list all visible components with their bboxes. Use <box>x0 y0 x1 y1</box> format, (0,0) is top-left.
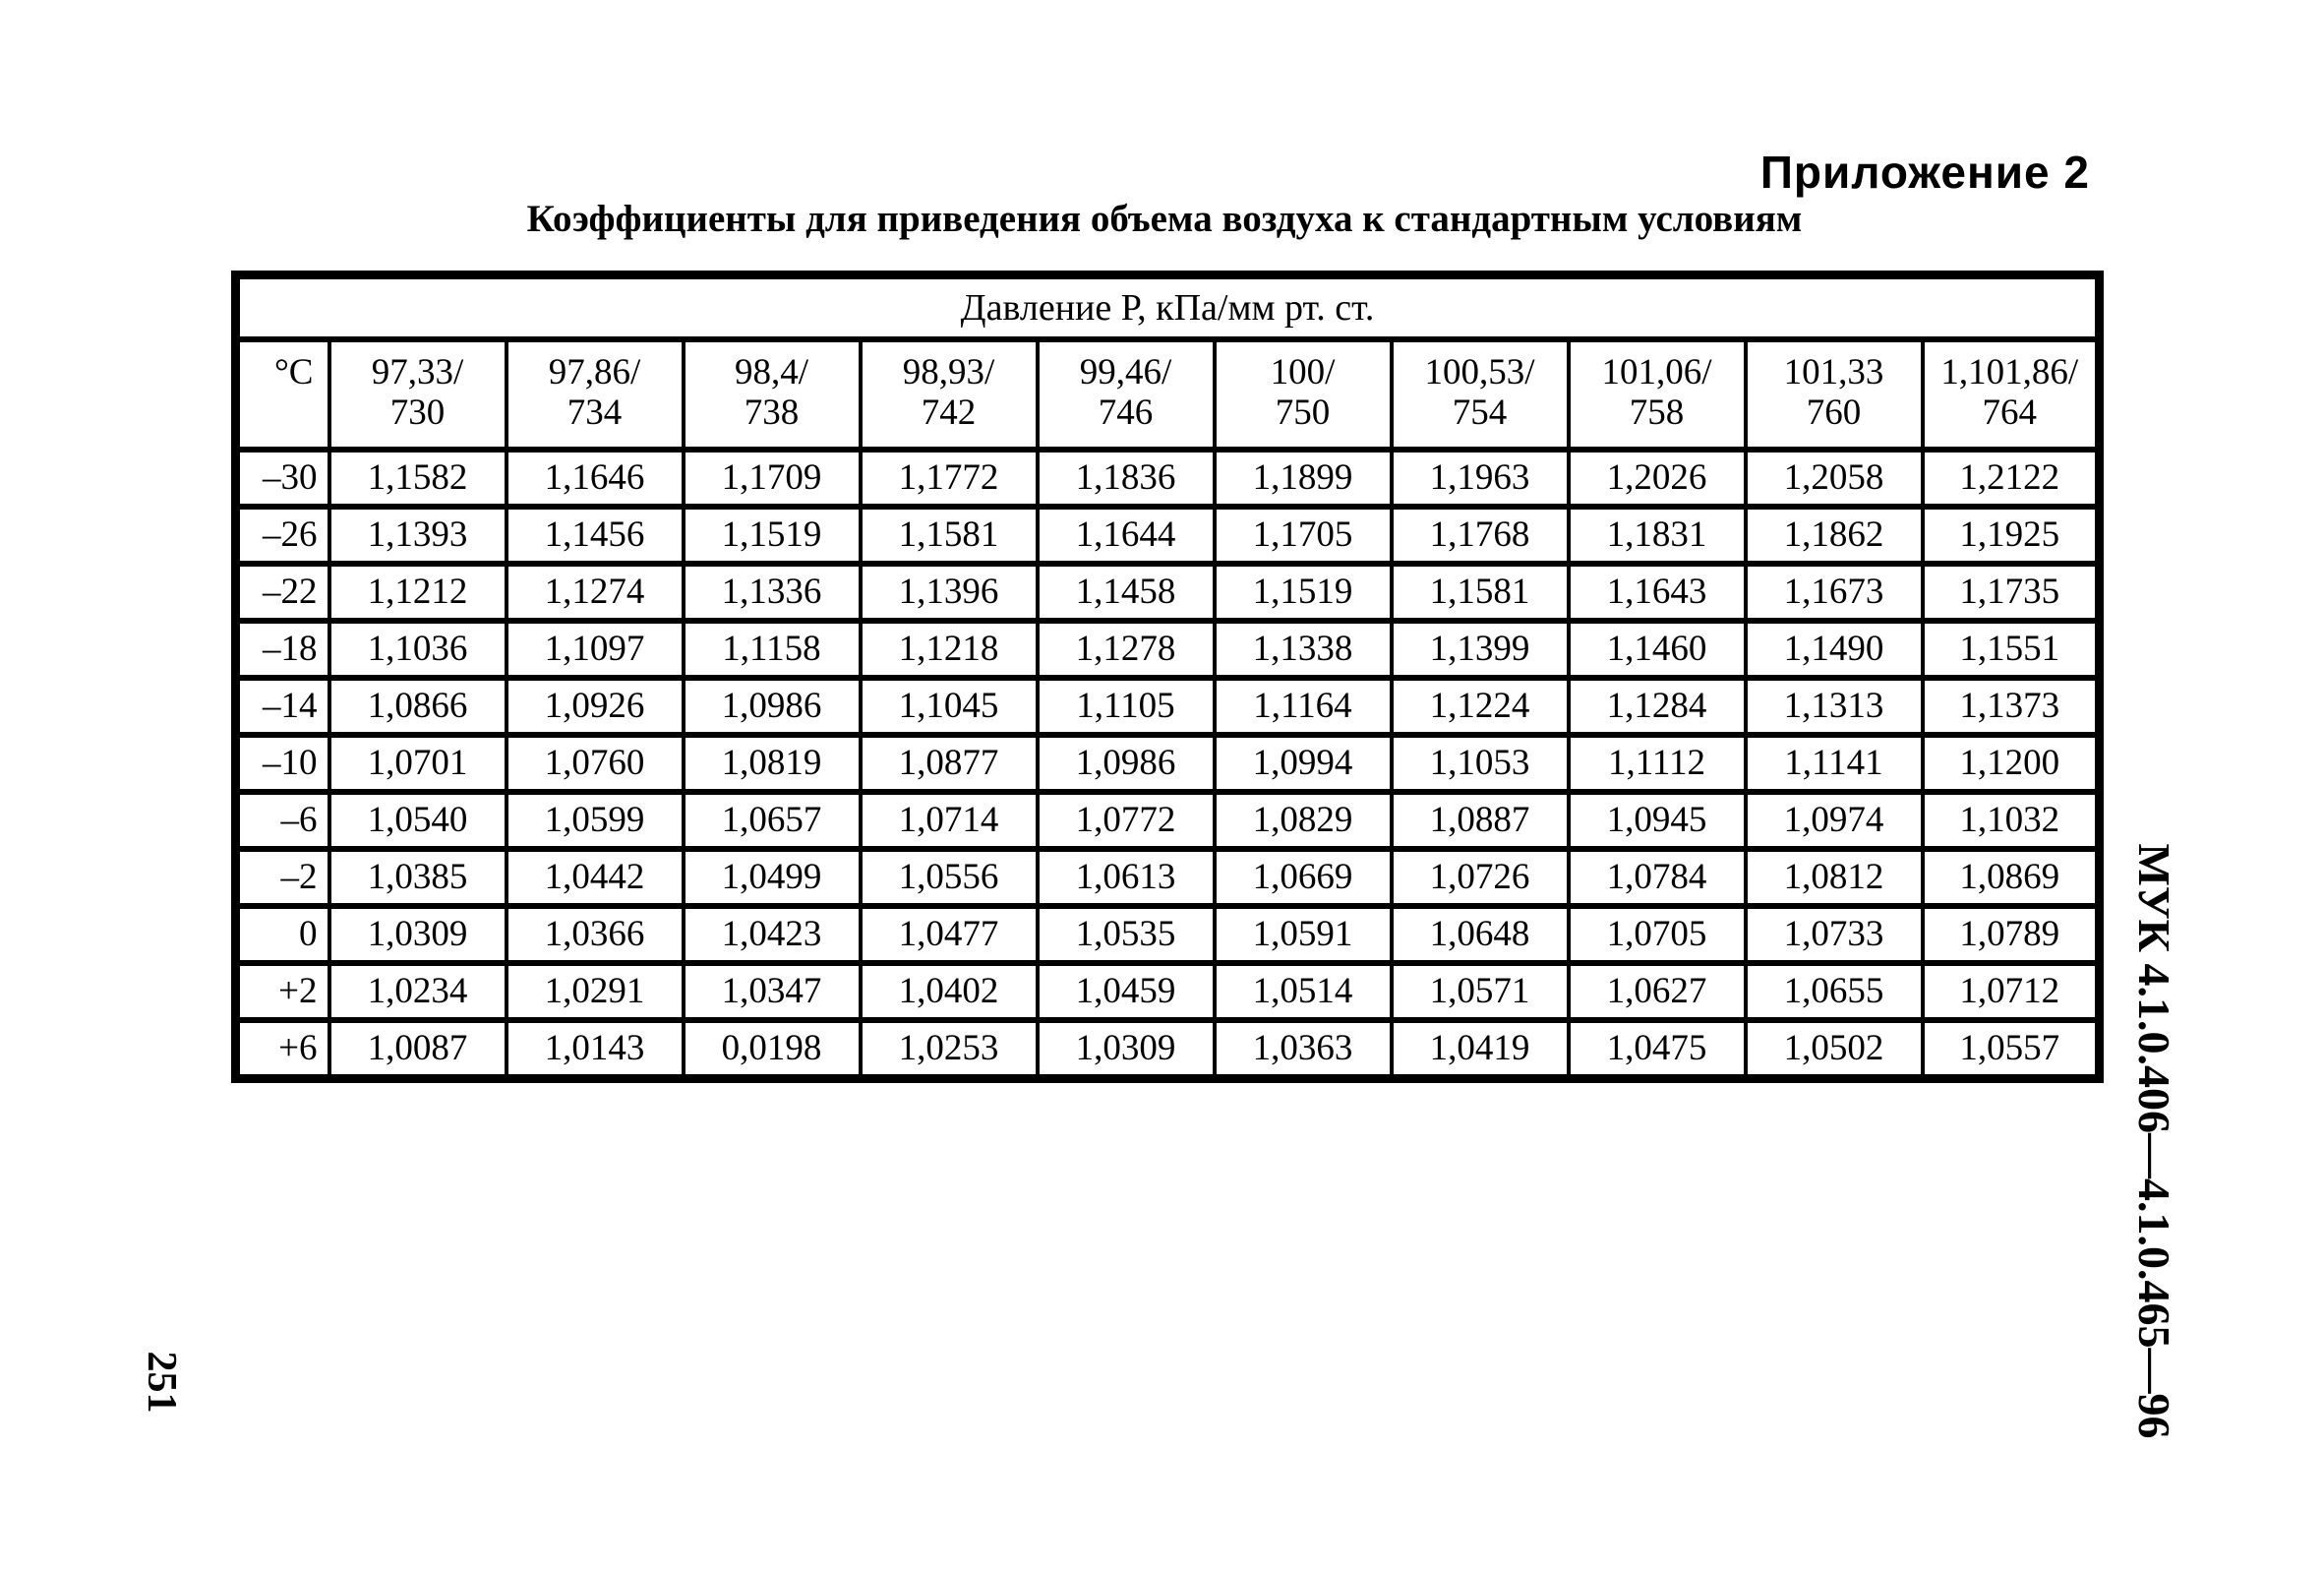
coefficient-cell: 1,1643 <box>1569 564 1746 621</box>
table-row <box>236 678 2100 735</box>
temperature-cell: –10 <box>236 735 329 792</box>
coefficient-cell: 1,0760 <box>507 735 684 792</box>
coefficient-cell: 1,1831 <box>1569 507 1746 564</box>
coefficient-cell: 1,1709 <box>684 450 861 507</box>
header-line1: 99,46/ <box>1079 352 1172 392</box>
coefficient-cell: 1,0540 <box>329 792 507 849</box>
coefficient-cell: 1,1112 <box>1569 735 1746 792</box>
pressure-column-header <box>684 339 861 450</box>
temperature-cell: 0 <box>236 906 329 963</box>
coefficient-cell: 1,1458 <box>1038 564 1215 621</box>
header-line2: 746 <box>1098 392 1154 434</box>
coefficient-cell: 1,0499 <box>684 849 861 906</box>
coefficient-cell: 1,0309 <box>1038 1020 1215 1079</box>
table-row <box>236 792 2100 849</box>
coefficient-cell: 1,0705 <box>1569 906 1746 963</box>
coefficient-cell: 1,0926 <box>507 678 684 735</box>
coefficient-cell: 1,0994 <box>1215 735 1392 792</box>
header-line1: °С <box>274 352 314 392</box>
temperature-cell: –18 <box>236 621 329 678</box>
coefficient-cell: 1,1278 <box>1038 621 1215 678</box>
coefficient-cell: 1,0733 <box>1746 906 1923 963</box>
coefficient-cell: 1,0669 <box>1215 849 1392 906</box>
coefficient-cell: 1,0812 <box>1746 849 1923 906</box>
header-line1: 1,101,86/ <box>1940 352 2079 392</box>
coefficient-cell: 1,0599 <box>507 792 684 849</box>
coefficient-cell: 1,0363 <box>1215 1020 1392 1079</box>
coefficient-cell: 1,1336 <box>684 564 861 621</box>
coefficient-cell: 1,0772 <box>1038 792 1215 849</box>
pressure-column-header <box>861 339 1038 450</box>
coefficient-cell: 1,0442 <box>507 849 684 906</box>
coefficient-cell: 1,1673 <box>1746 564 1923 621</box>
coefficient-cell: 1,0535 <box>1038 906 1215 963</box>
coefficient-cell: 1,0557 <box>1923 1020 2100 1079</box>
coefficient-cell: 1,1582 <box>329 450 507 507</box>
coefficient-cell: 1,1097 <box>507 621 684 678</box>
coefficient-cell: 1,1456 <box>507 507 684 564</box>
coefficient-cell: 1,1212 <box>329 564 507 621</box>
coefficient-cell: 1,1158 <box>684 621 861 678</box>
coefficient-cell: 1,1460 <box>1569 621 1746 678</box>
coefficient-cell: 1,1581 <box>1392 564 1569 621</box>
header-line2: 750 <box>1275 392 1331 434</box>
coefficient-cell: 1,1032 <box>1923 792 2100 849</box>
coefficient-cell: 1,1274 <box>507 564 684 621</box>
coefficient-cell: 1,0502 <box>1746 1020 1923 1079</box>
coefficient-cell: 1,0459 <box>1038 963 1215 1020</box>
pressure-column-header <box>1038 339 1215 450</box>
pressure-header-row <box>236 275 2100 340</box>
coefficient-cell: 1,0571 <box>1392 963 1569 1020</box>
coefficient-cell: 1,1338 <box>1215 621 1392 678</box>
coefficient-cell: 1,1551 <box>1923 621 2100 678</box>
coefficients-table <box>231 271 2104 1083</box>
temperature-cell: –6 <box>236 792 329 849</box>
header-line2: 742 <box>921 392 977 434</box>
coefficient-cell: 1,0477 <box>861 906 1038 963</box>
coefficient-cell: 1,2058 <box>1746 450 1923 507</box>
coefficient-cell: 1,0986 <box>1038 735 1215 792</box>
coefficient-cell: 1,1519 <box>1215 564 1392 621</box>
temperature-cell: –22 <box>236 564 329 621</box>
header-line1: 100/ <box>1270 352 1336 392</box>
side-document-code: МУК 4.1.0.406—4.1.0.465—96 <box>2129 843 2179 1439</box>
header-line1: 98,93/ <box>902 352 995 392</box>
table-row <box>236 735 2100 792</box>
temperature-cell: –26 <box>236 507 329 564</box>
page-number: 251 <box>139 1351 184 1414</box>
header-line2: 730 <box>389 392 446 434</box>
header-line2: 754 <box>1452 392 1508 434</box>
coefficient-cell: 1,0514 <box>1215 963 1392 1020</box>
header-line1: 98,4/ <box>734 352 809 392</box>
pressure-column-header <box>1392 339 1569 450</box>
coefficient-cell: 1,0829 <box>1215 792 1392 849</box>
coefficient-cell: 1,1396 <box>861 564 1038 621</box>
coefficient-cell: 1,0887 <box>1392 792 1569 849</box>
coefficient-cell: 1,1200 <box>1923 735 2100 792</box>
table-row <box>236 1020 2100 1079</box>
header-line2: 758 <box>1629 392 1685 434</box>
temperature-cell: +2 <box>236 963 329 1020</box>
coefficient-cell: 1,1925 <box>1923 507 2100 564</box>
coefficient-cell: 1,1373 <box>1923 678 2100 735</box>
pressure-column-header <box>1215 339 1392 450</box>
coefficient-cell: 1,0789 <box>1923 906 2100 963</box>
temperature-cell: +6 <box>236 1020 329 1079</box>
coefficient-cell: 1,1313 <box>1746 678 1923 735</box>
pressure-column-header <box>507 339 684 450</box>
coefficient-cell: 1,0475 <box>1569 1020 1746 1079</box>
coefficient-cell: 1,0423 <box>684 906 861 963</box>
coefficient-cell: 1,1772 <box>861 450 1038 507</box>
coefficient-cell: 1,0385 <box>329 849 507 906</box>
coefficient-cell: 1,1519 <box>684 507 861 564</box>
coefficient-cell: 1,0869 <box>1923 849 2100 906</box>
annex-label: Приложение 2 <box>1759 147 2090 198</box>
table-row <box>236 963 2100 1020</box>
coefficient-cell: 1,1735 <box>1923 564 2100 621</box>
coefficient-cell: 1,0714 <box>861 792 1038 849</box>
coefficient-cell: 1,1768 <box>1392 507 1569 564</box>
table-row <box>236 450 2100 507</box>
coefficient-cell: 1,0234 <box>329 963 507 1020</box>
coefficient-cell: 1,0986 <box>684 678 861 735</box>
coefficient-cell: 1,0347 <box>684 963 861 1020</box>
header-line1: 100,53/ <box>1424 352 1535 392</box>
header-line2: 764 <box>1982 392 2038 434</box>
coefficient-cell: 1,1036 <box>329 621 507 678</box>
coefficient-cell: 1,1393 <box>329 507 507 564</box>
coefficient-cell: 1,1164 <box>1215 678 1392 735</box>
coefficient-cell: 1,0819 <box>684 735 861 792</box>
coefficient-cell: 1,1963 <box>1392 450 1569 507</box>
pressure-column-header <box>329 339 507 450</box>
column-header-row <box>236 339 2100 450</box>
temperature-cell: –30 <box>236 450 329 507</box>
coefficient-cell: 1,1399 <box>1392 621 1569 678</box>
coefficient-cell: 1,0726 <box>1392 849 1569 906</box>
header-line2: 738 <box>744 392 800 434</box>
temp-column-header <box>236 339 329 450</box>
header-line1: 97,33/ <box>371 352 464 392</box>
table-body <box>236 450 2100 1079</box>
coefficient-cell: 1,0627 <box>1569 963 1746 1020</box>
header-line1: 101,33 <box>1783 352 1884 392</box>
coefficient-cell: 1,0877 <box>861 735 1038 792</box>
temperature-cell: –14 <box>236 678 329 735</box>
coefficient-cell: 1,1141 <box>1746 735 1923 792</box>
header-line1: 97,86/ <box>548 352 641 392</box>
pressure-column-header <box>1746 339 1923 450</box>
coefficient-cell: 1,0784 <box>1569 849 1746 906</box>
coefficient-cell: 1,2122 <box>1923 450 2100 507</box>
coefficient-cell: 1,1490 <box>1746 621 1923 678</box>
coefficient-cell: 1,1105 <box>1038 678 1215 735</box>
table-row <box>236 621 2100 678</box>
table-row <box>236 507 2100 564</box>
table-row <box>236 849 2100 906</box>
header-line2: 760 <box>1806 392 1862 434</box>
coefficient-cell: 1,0309 <box>329 906 507 963</box>
coefficient-cell: 1,0974 <box>1746 792 1923 849</box>
coefficient-cell: 1,1045 <box>861 678 1038 735</box>
coefficient-cell: 1,0143 <box>507 1020 684 1079</box>
coefficient-cell: 1,0657 <box>684 792 861 849</box>
coefficient-cell: 1,0701 <box>329 735 507 792</box>
coefficient-cell: 1,0655 <box>1746 963 1923 1020</box>
coefficient-cell: 1,0591 <box>1215 906 1392 963</box>
coefficient-cell: 1,0253 <box>861 1020 1038 1079</box>
pressure-column-header <box>1569 339 1746 450</box>
coefficient-cell: 1,1836 <box>1038 450 1215 507</box>
coefficient-cell: 1,1224 <box>1392 678 1569 735</box>
coefficient-cell: 1,0613 <box>1038 849 1215 906</box>
page-title: Коэффициенты для приведения объема воздуха к стандартным условиям <box>526 198 1803 240</box>
table-row <box>236 906 2100 963</box>
coefficient-cell: 1,0712 <box>1923 963 2100 1020</box>
coefficient-cell: 1,0648 <box>1392 906 1569 963</box>
pressure-column-header <box>1923 339 2100 450</box>
coefficient-cell: 1,0419 <box>1392 1020 1569 1079</box>
pressure-header: Давление Р, кПа/мм рт. ст. <box>236 275 2100 340</box>
coefficient-cell: 1,0291 <box>507 963 684 1020</box>
coefficient-cell: 1,1284 <box>1569 678 1746 735</box>
coefficient-cell: 1,0866 <box>329 678 507 735</box>
temperature-cell: –2 <box>236 849 329 906</box>
coefficient-cell: 1,2026 <box>1569 450 1746 507</box>
coefficient-cell: 0,0198 <box>684 1020 861 1079</box>
header-line2: 734 <box>566 392 623 434</box>
coefficient-cell: 1,1218 <box>861 621 1038 678</box>
header-line1: 101,06/ <box>1601 352 1712 392</box>
coefficient-cell: 1,1705 <box>1215 507 1392 564</box>
coefficient-cell: 1,0366 <box>507 906 684 963</box>
coefficient-cell: 1,0556 <box>861 849 1038 906</box>
coefficient-cell: 1,1053 <box>1392 735 1569 792</box>
coefficient-cell: 1,1899 <box>1215 450 1392 507</box>
table-row <box>236 564 2100 621</box>
coefficient-cell: 1,1581 <box>861 507 1038 564</box>
coefficient-cell: 1,0402 <box>861 963 1038 1020</box>
coefficient-cell: 1,1862 <box>1746 507 1923 564</box>
coefficient-cell: 1,0087 <box>329 1020 507 1079</box>
coefficient-cell: 1,0945 <box>1569 792 1746 849</box>
coefficient-cell: 1,1646 <box>507 450 684 507</box>
coefficient-cell: 1,1644 <box>1038 507 1215 564</box>
